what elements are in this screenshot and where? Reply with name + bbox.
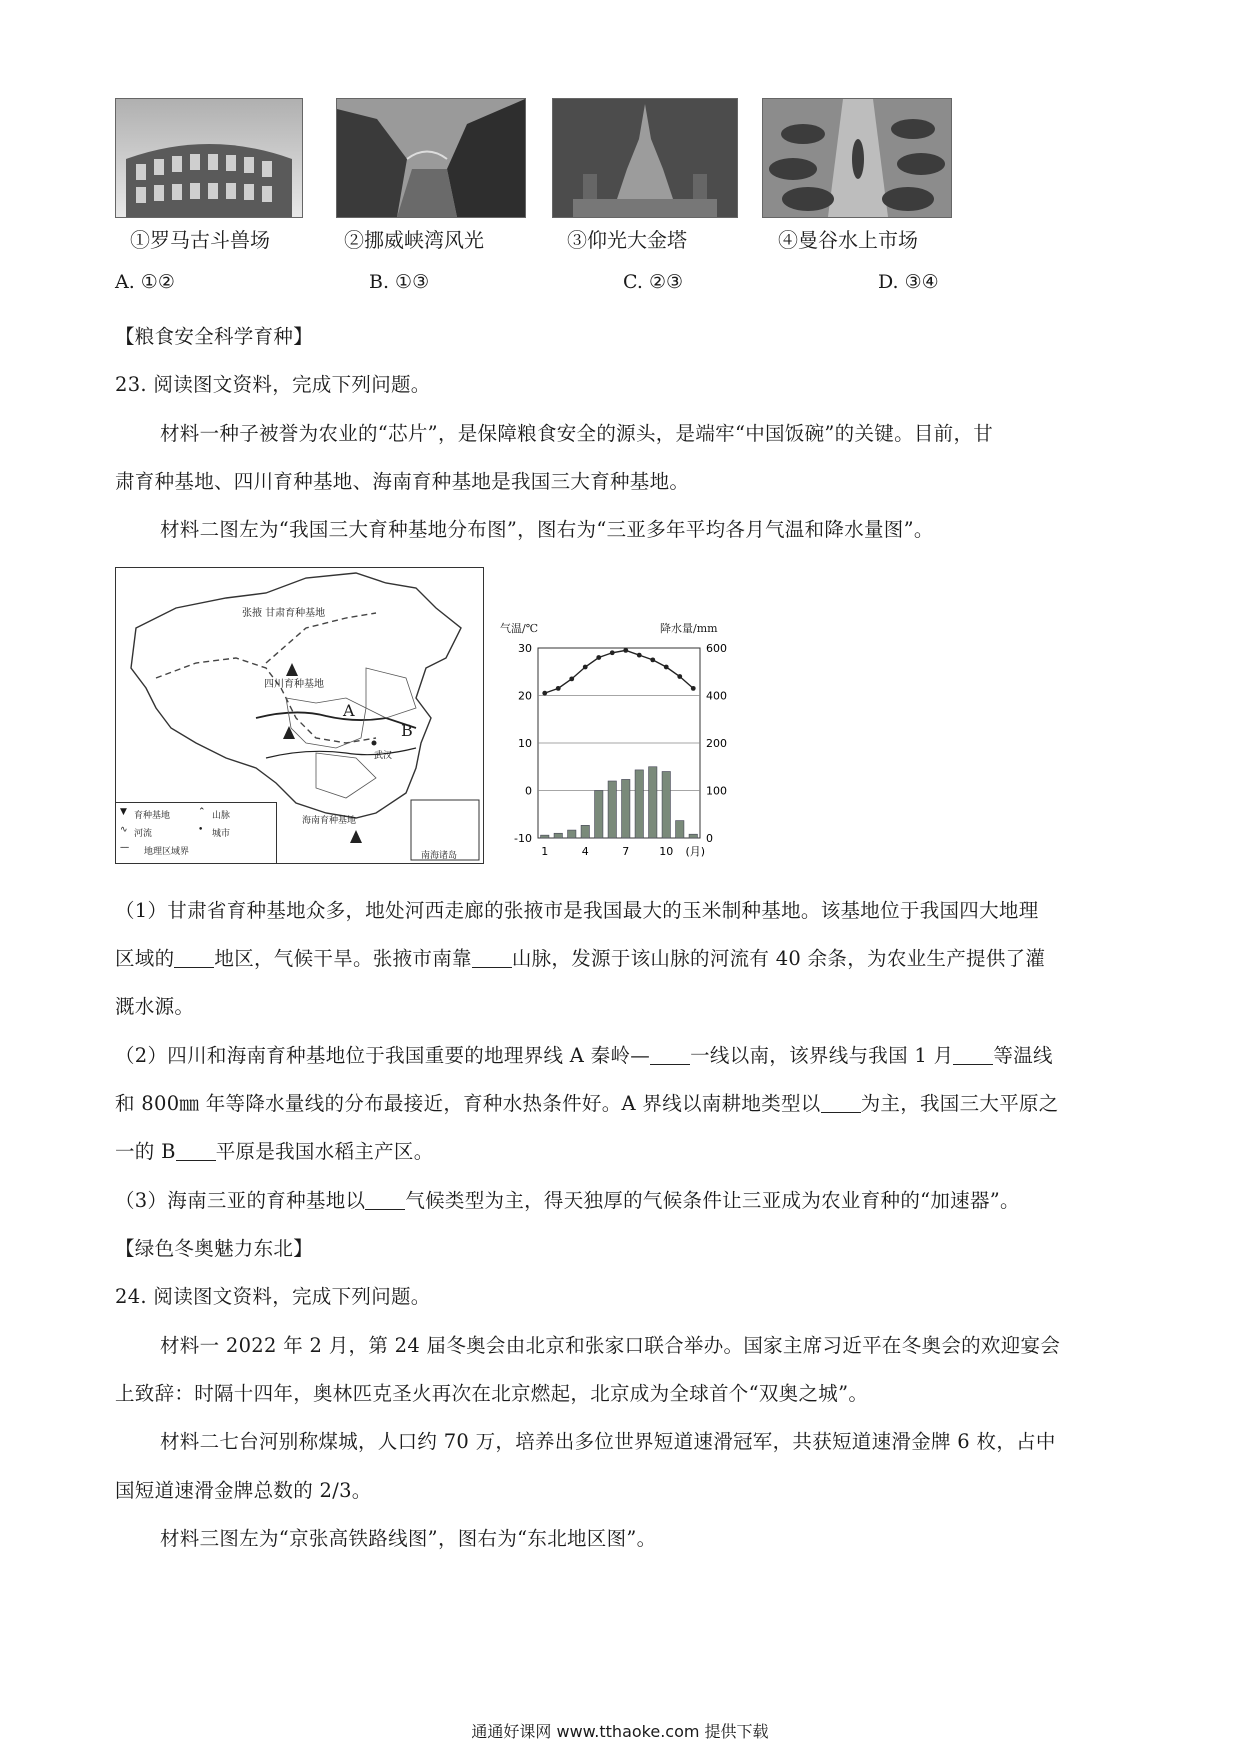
- pagoda-photo: [552, 98, 738, 218]
- q24-material2-line1: 材料二七台河别称煤城，人口约 70 万，培养出多位世界短道速滑冠军，共获短道速滑金牌 6 枚，占中: [160, 1430, 1056, 1453]
- chart-right-tick: 400: [706, 689, 727, 703]
- chart-ylabel-left: 气温/℃: [500, 622, 539, 635]
- q24-material1-line1: 材料一 2022 年 2 月，第 24 届冬奥会由北京和张家口联合举办。国家主席习近平在冬奥会的欢迎宴会: [160, 1334, 1061, 1357]
- q23-part3: [115, 1185, 1020, 1213]
- legend-river-icon: ∿: [120, 825, 128, 835]
- map-label-gansu: 张掖 甘肃育种基地: [242, 608, 326, 619]
- option-d: D. ③④: [878, 271, 939, 293]
- q23-part2-text-e: 为主，我国三大平原之: [860, 1092, 1059, 1115]
- answer-blank[interactable]: [953, 1045, 993, 1066]
- q24-material2-line2: 国短道速滑金牌总数的 2/3。: [115, 1479, 372, 1502]
- legend-boundary-icon: ----: [120, 843, 129, 853]
- legend-city-icon: •: [198, 825, 204, 835]
- precipitation-bar: [635, 770, 643, 838]
- q23-part2-line3: [115, 1136, 434, 1164]
- legend-mountain: 山脉: [212, 811, 231, 821]
- photo-caption-1: ①罗马古斗兽场: [130, 228, 270, 252]
- map-label-sichuan: 四川育种基地: [264, 679, 324, 690]
- chart-right-tick: 200: [706, 737, 727, 750]
- map-label-b: B: [401, 721, 413, 740]
- chart-right-tick: 600: [706, 642, 727, 655]
- colosseum-photo: [115, 98, 303, 218]
- temperature-point: [583, 665, 588, 670]
- q23-material1-line2: 肃育种基地、四川育种基地、海南育种基地是我国三大育种基地。: [115, 470, 690, 493]
- map-label-nanhai: 南海诸岛: [421, 851, 458, 861]
- chart-left-tick: 20: [518, 689, 532, 703]
- q23-part2-line1: [115, 1040, 1053, 1068]
- fjord-photo: [336, 98, 526, 218]
- temperature-point: [637, 653, 642, 658]
- legend-city: 城市: [212, 829, 231, 839]
- precipitation-bar: [649, 767, 657, 838]
- temperature-point: [623, 648, 628, 653]
- legend-breeding-base-icon: ▼: [120, 807, 127, 817]
- answer-blank[interactable]: [650, 1045, 690, 1066]
- chart-left-tick: 10: [518, 737, 532, 750]
- sanya-climate-chart: [500, 620, 740, 865]
- precipitation-bar: [622, 779, 630, 838]
- temperature-point: [569, 676, 574, 681]
- legend-mountain-icon: ⌃: [198, 807, 206, 817]
- map-label-a: A: [343, 701, 355, 720]
- answer-blank[interactable]: [821, 1093, 861, 1114]
- q23-part1-text-a: 区域的: [115, 947, 175, 970]
- chart-plot: [500, 620, 740, 865]
- section-title-food-security: 【粮食安全科学育种】: [115, 325, 314, 348]
- precipitation-bar: [689, 834, 697, 838]
- q23-part2-line2: [115, 1088, 1059, 1116]
- option-a: A. ①②: [115, 271, 175, 293]
- temperature-point: [596, 655, 601, 660]
- chart-x-tick: 1: [541, 845, 549, 858]
- option-b: B. ①③: [369, 271, 430, 293]
- photo-caption-4: ④曼谷水上市场: [778, 228, 918, 252]
- q24-material3: 材料三图左为“京张高铁路线图”，图右为“东北地区图”。: [160, 1527, 657, 1550]
- q23-part1-text-c: 山脉，发源于该山脉的河流有 40 余条，为农业生产提供了灌: [511, 947, 1046, 970]
- precipitation-bar: [595, 791, 603, 839]
- answer-blank[interactable]: [174, 948, 214, 969]
- precipitation-bar: [581, 825, 589, 838]
- precipitation-bar: [541, 835, 549, 838]
- map-legend: [116, 802, 277, 863]
- chart-x-tick: 4: [581, 845, 589, 858]
- photo-caption-3: ③仰光大金塔: [567, 228, 687, 252]
- chart-right-tick: 0: [706, 832, 713, 845]
- legend-river: 河流: [134, 829, 153, 839]
- temperature-point: [556, 686, 561, 691]
- answer-blank[interactable]: [472, 948, 512, 969]
- precipitation-bar: [568, 830, 576, 838]
- q23-part2-text-d: 和 800㎜ 年等降水量线的分布最接近，育种水热条件好。A 界线以南耕地类型以: [115, 1092, 821, 1115]
- map-label-wuhan: 武汉: [374, 751, 393, 761]
- page-footer: 通通好课网 www.tthaoke.com 提供下载: [471, 1722, 769, 1741]
- q24-stem: 24. 阅读图文资料，完成下列问题。: [115, 1285, 431, 1308]
- legend-boundary: 地理区域界: [144, 847, 190, 857]
- chart-left-tick: 0: [525, 784, 532, 798]
- photo-caption-2: ②挪威峡湾风光: [344, 228, 484, 252]
- breeding-base-map: [115, 567, 484, 864]
- chart-left-tick: 30: [518, 642, 532, 655]
- temperature-point: [677, 674, 682, 679]
- chart-x-tick: 10: [659, 845, 674, 858]
- precipitation-bar: [554, 833, 562, 838]
- q23-part2-text-a: （2）四川和海南育种基地位于我国重要的地理界线 A 秦岭—: [115, 1044, 651, 1067]
- q23-part1-text-b: 地区，气候干旱。张掖市南靠: [214, 947, 472, 970]
- floating-market-photo: [762, 98, 952, 218]
- map-label-hainan: 海南育种基地: [302, 816, 357, 826]
- precipitation-bar: [676, 821, 684, 838]
- q24-material1-line2: 上致辞：时隔十四年，奥林匹克圣火再次在北京燃起，北京成为全球首个“双奥之城”。: [115, 1382, 869, 1405]
- chart-x-tick: 7: [622, 845, 630, 858]
- chart-right-tick: 100: [706, 784, 727, 798]
- q23-part1-line1: （1）甘肃省育种基地众多，地处河西走廊的张掖市是我国最大的玉米制种基地。该基地位于我国四大地理: [115, 899, 1039, 922]
- q23-material2: 材料二图左为“我国三大育种基地分布图”，图右为“三亚多年平均各月气温和降水量图”。: [160, 518, 934, 541]
- legend-breeding-base: 育种基地: [134, 811, 171, 821]
- answer-blank[interactable]: [176, 1141, 216, 1162]
- q23-material1-line1: 材料一种子被誉为农业的“芯片”，是保障粮食安全的源头，是端牢“中国饭碗”的关键。目前，甘: [160, 422, 994, 445]
- section-title-winter-olympics: 【绿色冬奥魅力东北】: [115, 1237, 314, 1260]
- answer-blank[interactable]: [365, 1190, 405, 1211]
- option-c: C. ②③: [623, 271, 684, 293]
- q23-part3-text-a: （3）海南三亚的育种基地以: [115, 1189, 366, 1212]
- q23-part2-text-g: 平原是我国水稻主产区。: [215, 1140, 434, 1163]
- precipitation-bar: [608, 781, 616, 838]
- temperature-point: [610, 650, 615, 655]
- temperature-line: [545, 650, 694, 693]
- precipitation-bar: [662, 772, 670, 839]
- q23-part1-line2: [115, 943, 1045, 971]
- chart-x-unit: (月): [685, 845, 706, 858]
- temperature-point: [664, 665, 669, 670]
- temperature-point: [650, 657, 655, 662]
- q23-part3-text-b: 气候类型为主，得天独厚的气候条件让三亚成为农业育种的“加速器”。: [405, 1189, 1020, 1212]
- q23-part1-line3: 溉水源。: [115, 995, 195, 1018]
- temperature-point: [542, 691, 547, 696]
- q23-part2-text-c: 等温线: [993, 1044, 1053, 1067]
- chart-ylabel-right: 降水量/mm: [660, 622, 718, 635]
- q23-part2-text-b: 一线以南，该界线与我国 1 月: [690, 1044, 954, 1067]
- q23-stem: 23. 阅读图文资料，完成下列问题。: [115, 373, 431, 396]
- temperature-point: [691, 686, 696, 691]
- chart-left-tick: -10: [514, 832, 532, 845]
- q23-part2-text-f: 一的 B: [115, 1140, 176, 1163]
